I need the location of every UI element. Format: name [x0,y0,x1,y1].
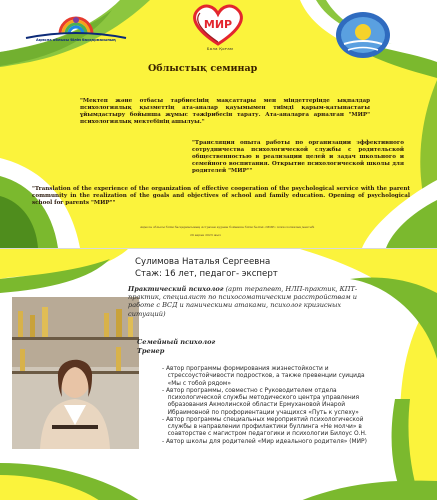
seminar-title: Облыстық семинар [148,63,258,74]
speaker-profile-slide [0,248,437,500]
logo-mid-word: МИР [203,18,233,31]
list-item: - Автор программы, совместно с Руководителем отдела [162,387,337,394]
speaker-name: Сулимова Наталья Сергеевна [135,257,271,267]
paragraph-kazakh: "Мектеп жəне отбасы тарбиесінің мақсаттары мен міндеттерінде ықпалдар психологиялық қызметтің ата-аналар қауымымен тиімді қарым-қатынастағы ұйымдастыру бойынша жұмыс тəжірибесін тарату. Ата-аналарға арналған "МИР" психологиялық мектебінің ашылуы." [80,98,370,126]
list-item: «Мы с тобой рядом» [162,380,231,387]
speaker-experience: Стаж: 16 лет, педагог- эксперт [135,269,278,279]
paragraph-english: "Translation of the experience of the organization of effective cooperation of the psychological service with the parent community in the realization of the goals and objectives of school and family education. Opening of psychological school for parents "МИР"" [32,186,410,207]
list-item: соавторстве с магистром педагогики и психологии Билоус О.Н. [162,431,367,438]
specialization-details: (арт терапевт, НЛП-практик, КПТ- практик, специалист по психосоматическим расстройствам и работе с ВСД и паническими атаками, психолог кризисных ситуаций) [128,285,358,318]
list-item: образования Акмолинской области Ермухановой Инарой [162,402,346,409]
list-item: психологической службы методического центра управления [162,395,360,401]
specialization-title: Практический психолог [128,285,224,293]
family-psychologist-label: Семейный психолог [137,338,216,346]
kazakhstan-emblem-logo [334,10,392,60]
list-item: службы в направлении профилактики буллинга «Не молчи» в [162,424,362,430]
education-department-logo [16,6,136,52]
achievements-list [162,366,394,446]
footer-date: 29 ақпан 2023 жыл [190,233,221,237]
list-item: - Автор программы формирования жизнестойкости и [162,366,329,372]
emblem-icon [334,10,392,60]
logo-left-caption: Ақмола облысы білім басқармасының [35,38,117,42]
list-item: Ибраимовной по профориентации учащихся «Путь к успеху» [162,409,359,416]
list-item: - Автор школы для родителей «Мир идеального родителя» (МИР) [162,438,367,445]
trainer-label: Тренер [137,347,165,355]
rainbow-emblem-icon [16,6,136,52]
list-item: стрессоустойчивости подростков, а также превенции суицида [162,373,365,380]
seminar-title-slide [0,0,437,248]
speaker-photo [12,297,139,449]
portrait-image [12,297,139,449]
paragraph-russian: "Трансляция опыта работы по организации эффективного сотрудничества психологической службы с родительской общественностью в реализации целей и задач школьного и семейного воспитания. Открытие психологической школы для родителей "МИР"" [192,140,404,175]
speaker-specialization [128,285,378,318]
heart-logo-icon [188,2,248,48]
logo-mid-caption: Бала Қоғам [206,46,234,51]
footer-organization: Ақмола облысы білім басқармасының Астрахан ауданы бойынша білім бөлімі «МИР» психологиялық мектебі [140,225,315,229]
list-item: - Автор программы специальных мероприятий психологической [162,416,364,423]
mir-school-logo [188,2,248,60]
